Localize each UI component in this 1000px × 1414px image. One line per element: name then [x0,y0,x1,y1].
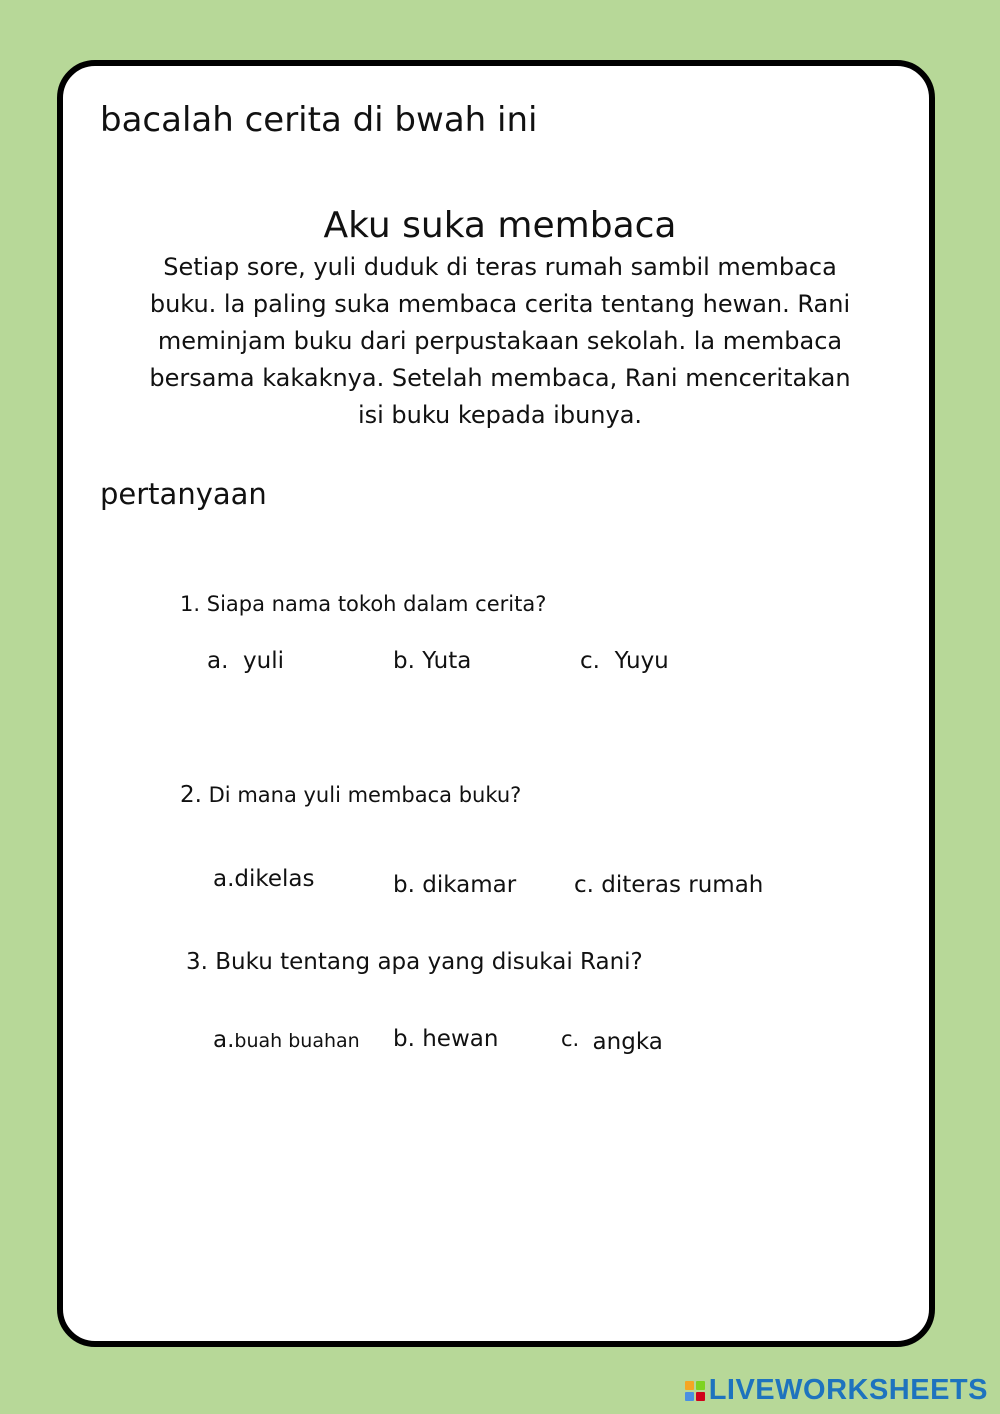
question-3-text: Buku tentang apa yang disukai Rani? [215,949,643,975]
q3-option-c-label: angka [592,1029,663,1055]
q2-option-b[interactable]: b. dikamar [393,872,517,898]
q3-option-a-prefix: a. [213,1027,235,1053]
q1-option-c[interactable]: c. Yuyu [580,648,669,674]
q3-option-b[interactable]: b. hewan [393,1026,499,1052]
logo-cell-e [696,1392,705,1401]
story-title: Aku suka membaca [323,205,677,246]
q3-option-c-prefix: c. [561,1027,580,1051]
brand-name: LIVEWORKSHEETS [708,1374,988,1406]
logo-grid-icon [685,1381,705,1401]
q3-option-a[interactable] [213,1027,360,1053]
question-1 [180,592,546,616]
q1-option-a[interactable]: a. yuli [207,648,284,674]
question-1-text: Siapa nama tokoh dalam cerita? [206,592,547,616]
question-2-text: Di mana yuli membaca buku? [208,783,522,807]
question-2-number: 2. [180,782,202,808]
section-label: pertanyaan [100,477,267,511]
instruction-text: bacalah cerita di bwah ini [100,100,538,140]
question-3-number: 3. [186,949,208,975]
logo-cell-v [685,1392,694,1401]
q3-option-a-label: buah buahan [234,1030,360,1052]
liveworksheets-logo [685,1374,988,1407]
logo-cell-w [696,1381,705,1390]
q2-option-a[interactable]: a.dikelas [213,866,315,892]
q1-option-b[interactable]: b. Yuta [393,648,472,674]
logo-cell-l [685,1381,694,1390]
q2-option-c[interactable]: c. diteras rumah [574,872,764,898]
story-text: Setiap sore, yuli duduk di teras rumah sambil membaca buku. la paling suka membaca cerita tentang hewan. Rani meminjam buku dari perpustakaan sekolah. la membaca bersama kakaknya. Setelah membaca, Rani menceritakan isi buku kepada ibunya. [149,253,851,429]
question-1-number: 1. [180,592,201,616]
q3-option-c[interactable] [561,1026,663,1055]
question-2 [180,782,521,808]
question-3 [186,949,643,975]
